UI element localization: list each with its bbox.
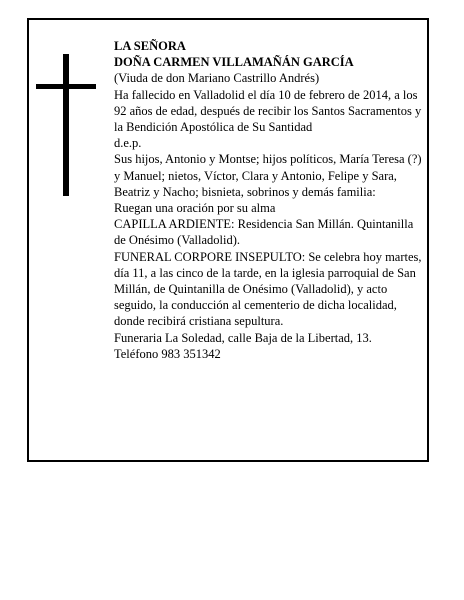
death-paragraph: Ha fallecido en Valladolid el día 10 de febrero de 2014, a los 92 años de edad, después de recibir los Santos Sacramentos y la Bendición Apostólica de Su Santidad [114,87,422,135]
dep-line: d.e.p. [114,136,142,151]
phone-line: Teléfono 983 351342 [114,346,221,361]
notice-title: LA SEÑORA [114,39,186,53]
deceased-name: DOÑA CARMEN VILLAMAÑÁN GARCÍA [114,55,354,70]
latin-cross-icon [36,54,96,196]
cross-vertical-bar [63,54,69,196]
chapel-paragraph: CAPILLA ARDIENTE: Residencia San Millán. Quintanilla de Onésimo (Valladolid). [114,217,414,248]
funeral-paragraph: FUNERAL CORPORE INSEPULTO: Se celebra hoy martes, día 11, a las cinco de la tarde, en la iglesia parroquial de San Millán, de Quintanilla de Onésimo (Valladolid), y acto seguido, la conducción al cementerio de dicha localidad, donde recibirá cristiana sepultura. [114,249,422,329]
widow-of-line: (Viuda de don Mariano Castrillo Andrés) [114,71,320,86]
obituary-text [114,38,424,362]
prayer-line: Ruegan una oración por su alma [114,201,276,216]
family-paragraph: Sus hijos, Antonio y Montse; hijos políticos, María Teresa (?) y Manuel; nietos, Víctor, Clara y Antonio, Felipe y Sara, Beatriz y Nacho; bisnieta, sobrinos y demás familia: [114,152,422,199]
funeral-home-line: Funeraria La Soledad, calle Baja de la Libertad, 13. [114,330,372,345]
cross-horizontal-bar [36,84,96,89]
